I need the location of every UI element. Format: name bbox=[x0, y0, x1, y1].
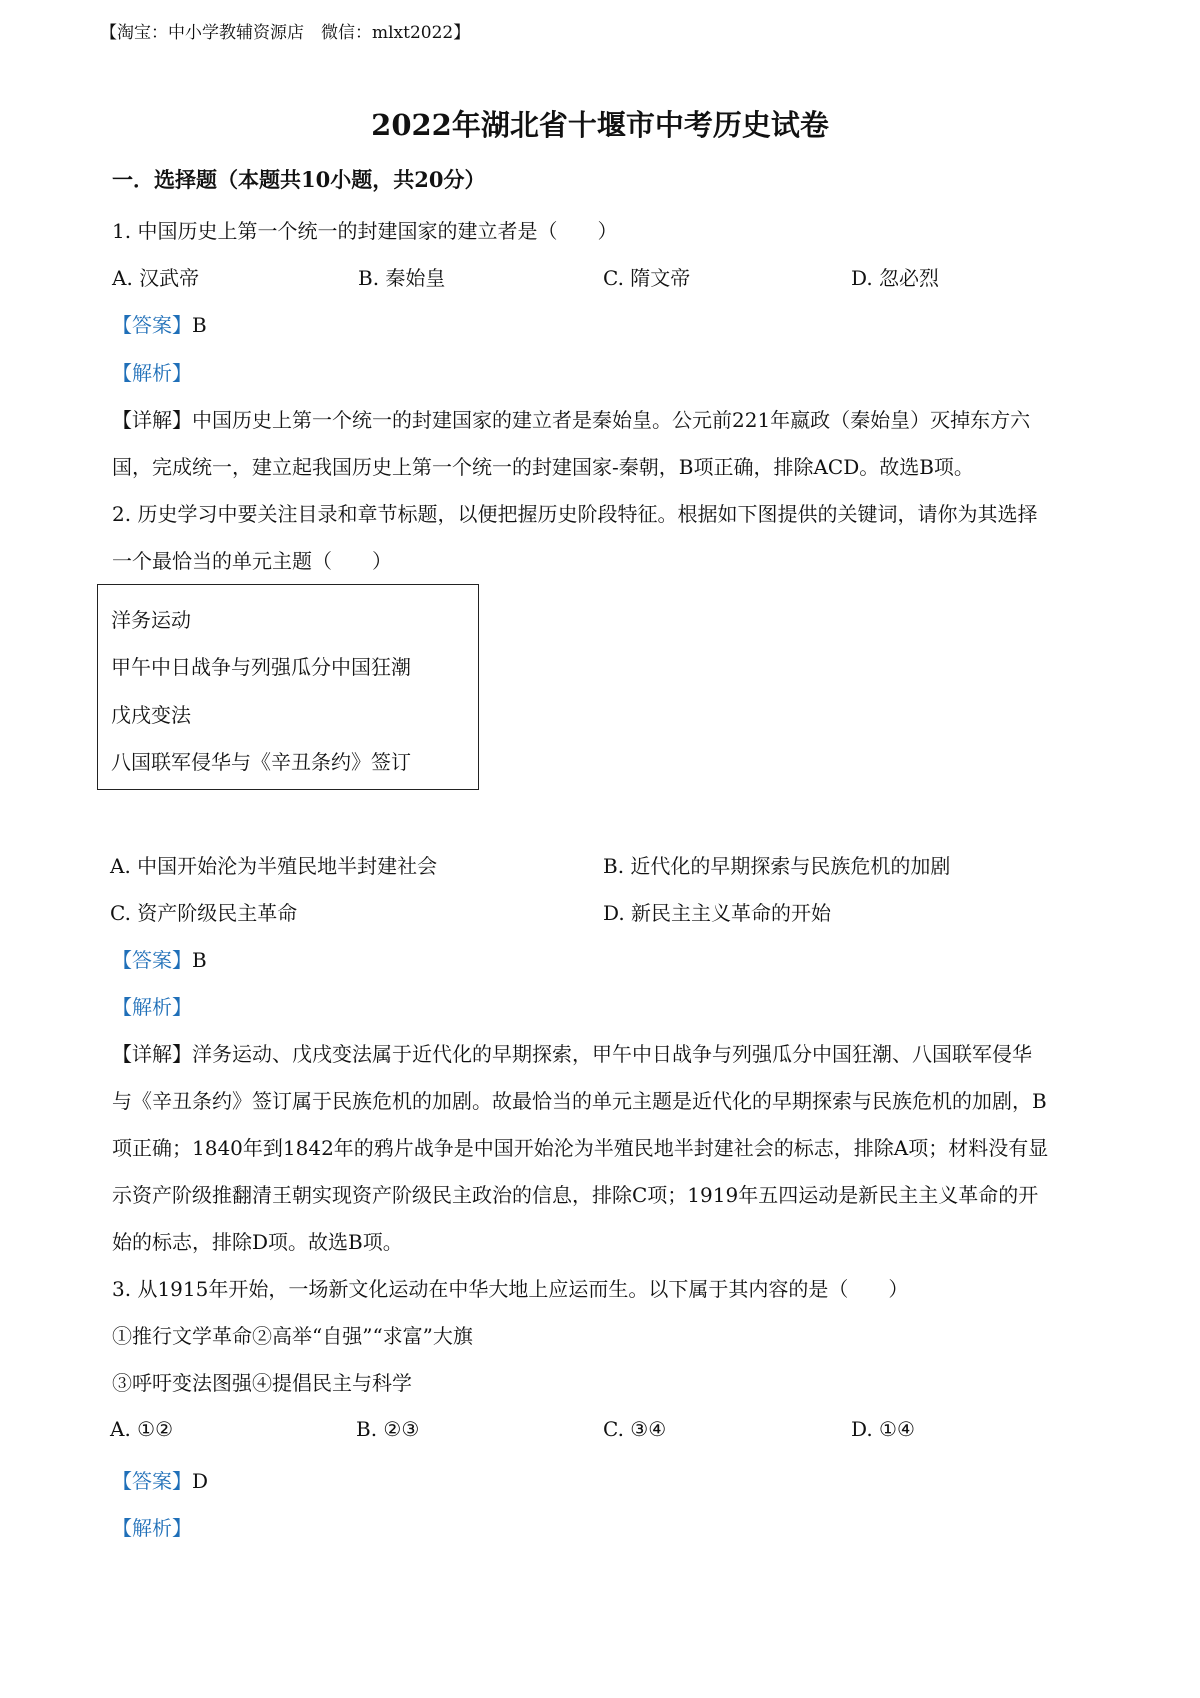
analysis-tag: 【解析】 bbox=[112, 995, 192, 1019]
q2-option-c: C. 资产阶级民主革命 bbox=[110, 901, 298, 925]
q2-option-b: B. 近代化的早期探索与民族危机的加剧 bbox=[603, 854, 951, 878]
q3-stem: 3. 从1915年开始，一场新文化运动在中华大地上应运而生。以下属于其内容的是（ ） bbox=[112, 1277, 909, 1301]
q1-stem: 1. 中国历史上第一个统一的封建国家的建立者是（ ） bbox=[112, 219, 618, 243]
q3-option-d: D. ①④ bbox=[851, 1417, 915, 1441]
answer-value: B bbox=[192, 948, 207, 972]
answer-value: D bbox=[192, 1469, 209, 1493]
keyword-box bbox=[97, 584, 479, 790]
answer-value: B bbox=[192, 313, 207, 337]
q1-detail-line-2: 国，完成统一，建立起我国历史上第一个统一的封建国家-秦朝，B项正确，排除ACD。故选B项。 bbox=[112, 455, 974, 479]
header-note: 【淘宝：中小学教辅资源店 微信：mlxt2022】 bbox=[100, 23, 471, 43]
q2-stem-line-1: 2. 历史学习中要关注目录和章节标题，以便把握历史阶段特征。根据如下图提供的关键词，请你为其选择 bbox=[112, 502, 1038, 526]
keyword-item: 八国联军侵华与《辛丑条约》签订 bbox=[111, 750, 411, 774]
analysis-tag: 【解析】 bbox=[112, 1516, 192, 1540]
q1-option-c: C. 隋文帝 bbox=[603, 266, 691, 290]
q2-detail-line-4: 示资产阶级推翻清王朝实现资产阶级民主政治的信息，排除C项；1919年五四运动是新民主主义革命的开 bbox=[112, 1183, 1039, 1207]
q3-option-c: C. ③④ bbox=[603, 1417, 667, 1441]
q2-detail-line-5: 始的标志，排除D项。故选B项。 bbox=[112, 1230, 403, 1254]
keyword-item: 洋务运动 bbox=[111, 608, 191, 632]
q2-detail-line-1: 【详解】洋务运动、戊戌变法属于近代化的早期探索，甲午中日战争与列强瓜分中国狂潮、八国联军侵华 bbox=[112, 1042, 1032, 1066]
answer-tag: 【答案】 bbox=[112, 1469, 192, 1493]
q2-option-a: A. 中国开始沦为半殖民地半封建社会 bbox=[110, 854, 438, 878]
q1-option-b: B. 秦始皇 bbox=[358, 266, 446, 290]
q2-option-d: D. 新民主主义革命的开始 bbox=[603, 901, 832, 925]
analysis-tag: 【解析】 bbox=[112, 361, 192, 385]
answer-tag: 【答案】 bbox=[112, 313, 192, 337]
q3-option-b: B. ②③ bbox=[356, 1417, 420, 1441]
q1-answer bbox=[112, 309, 207, 338]
q2-stem-line-2: 一个最恰当的单元主题（ ） bbox=[112, 549, 392, 573]
q1-option-a: A. 汉武帝 bbox=[112, 266, 200, 290]
q2-analysis bbox=[112, 991, 192, 1020]
keyword-item: 甲午中日战争与列强瓜分中国狂潮 bbox=[111, 655, 411, 679]
q1-analysis bbox=[112, 357, 192, 386]
q2-detail-line-3: 项正确；1840年到1842年的鸦片战争是中国开始沦为半殖民地半封建社会的标志，排除A项；材料没有显 bbox=[112, 1136, 1049, 1160]
q1-detail-line-1: 【详解】中国历史上第一个统一的封建国家的建立者是秦始皇。公元前221年嬴政（秦始皇）灭掉东方六 bbox=[112, 408, 1031, 432]
keyword-item: 戊戌变法 bbox=[111, 703, 191, 727]
q3-option-a: A. ①② bbox=[110, 1417, 174, 1441]
q3-items-line-1: ①推行文学革命②高举“自强”“求富”大旗 bbox=[112, 1324, 473, 1348]
section-heading: 一．选择题（本题共10小题，共20分） bbox=[112, 167, 486, 192]
detail-tag: 【详解】 bbox=[112, 1042, 192, 1066]
q1-option-d: D. 忽必烈 bbox=[851, 266, 940, 290]
q3-analysis bbox=[112, 1512, 192, 1541]
q3-items-line-2: ③呼吁变法图强④提倡民主与科学 bbox=[112, 1371, 412, 1395]
q2-detail-line-2: 与《辛丑条约》签订属于民族危机的加剧。故最恰当的单元主题是近代化的早期探索与民族危机的加剧，B bbox=[112, 1089, 1047, 1113]
q2-answer bbox=[112, 944, 207, 973]
page-title: 2022年湖北省十堰市中考历史试卷 bbox=[371, 108, 829, 142]
answer-tag: 【答案】 bbox=[112, 948, 192, 972]
detail-tag: 【详解】 bbox=[112, 408, 192, 432]
q3-answer bbox=[112, 1465, 208, 1494]
